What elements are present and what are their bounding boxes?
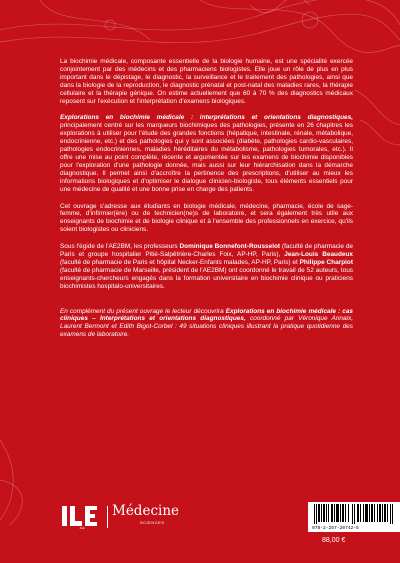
publisher-footer [60, 502, 360, 542]
medecine-sciences-subtitle: SCIENCES [140, 520, 165, 525]
editors-paragraph: Sous l'égide de l'AE2BM, les professeurs Dominique Bonnefont-Rousselot (faculté de pharmacie de Paris et groupe hospitalier Pitié-Salpêtrière-Charles Foix, AP-HP, Paris), Jean-Louis Beaudeux (faculté de pharmacie de Paris et hôpital Necker-Enfants malades, AP-HP, Paris) et Philippe Charpiot (faculté de pharmacie de Marseille, président de l'AE2BM) ont coordonné le travail de 52 auteurs, tous enseignants-chercheurs engagés dans la formation universitaire en biochimie clinique ou praticiens biochimistes hospitalo-universitaires. [60, 243, 353, 290]
barcode-bars [308, 503, 400, 525]
book-description-paragraph [60, 114, 353, 193]
price: 88,00 € [322, 537, 346, 544]
barcode [308, 502, 400, 532]
book-description: principalement centré sur les marqueurs biochimiques des pathologies, présente en 26 chapitres les explorations à utiliser pour l'étude des grandes fonctions (hépatique, intestinale, rénale, métabolique, endocrinienne, etc.) et des pathologies qui y sont associées (diabète, pathologies cardio-vasculaires, pathologies endocriniennes, maladies héréditaires du métabolisme, pathologies tumorales, etc.). Il offre une mise au point complète, récente et argumentée sur les examens de biochimie disponibles pour l'exploration d'une pathologie donnée, mais aussi sur leur hiérarchisation dans la démarche diagnostique. Il permet ainsi d'accroître la pertinence des prescriptions, d'utiliser au mieux les informations biologiques et d'optimiser le dialogue clinicien-biologiste, tous éléments essentiels pour une médecine de qualité et une bonne prise en charge des patients. [60, 122, 353, 193]
isbn-number: 978-2-257-20742-5 [312, 526, 359, 531]
audience-paragraph: Cet ouvrage s'adresse aux étudiants en biologie médicale, médecine, pharmacie, école de sage-femme, d'infirmier(ère) ou de technicien(ne)s de laboratoire, et sera également très utile aux enseignants de biochimie et de biologie clinique et à l'ensemble des professionnels en exercice, qu'ils soient biologistes ou cliniciens. [60, 202, 353, 234]
medecine-sciences-logo: Médecine [112, 503, 180, 519]
editor-name: Jean-Louis Beaudeux [284, 251, 353, 259]
intro-paragraph: La biochimie médicale, composante essentielle de la biologie humaine, est une spécialité exercée conjointement par des médecins et des pharmaciens biologistes. Elle joue un rôle de plus en plus important dans le dépistage, le diagnostic, la surveillance et le traitement des pathologies, ainsi que dans la biologie de la reproduction, le diagnostic prénatal et post-natal des maladies rares, la thérapie cellulaire et la thérapie génique. On estime actuellement que 60 à 70 % des diagnostics médicaux reposent sur l'exécution et l'interprétation d'examens biologiques. [60, 58, 353, 105]
companion-book-paragraph: En complément du présent ouvrage le lecteur découvrira Explorations en biochimie médicale : cas cliniques – Interprétations et orientations diagnostiques, coordonné par Véronique Annaix, Laurent Bermont et Edith Bigot-Corbel : 49 situations cliniques illustrant la pratique quotidienne des examens de laboratoire. [60, 307, 354, 339]
editor-name: Philippe Charpiot [299, 258, 353, 266]
book-title: Explorations en biochimie médicale : interprétations et orientations diagnostiques, [60, 114, 353, 122]
jle-logo [60, 502, 104, 530]
back-cover-text [60, 58, 353, 339]
companion-book-title: Explorations en biochimie médicale : cas cliniques – Interprétations et orientations diagnostiques, [60, 307, 354, 323]
editor-name: Dominique Bonnefont-Rousselot [179, 243, 281, 251]
jle-logo-text: JLE [79, 526, 85, 530]
logo-divider [107, 506, 108, 528]
